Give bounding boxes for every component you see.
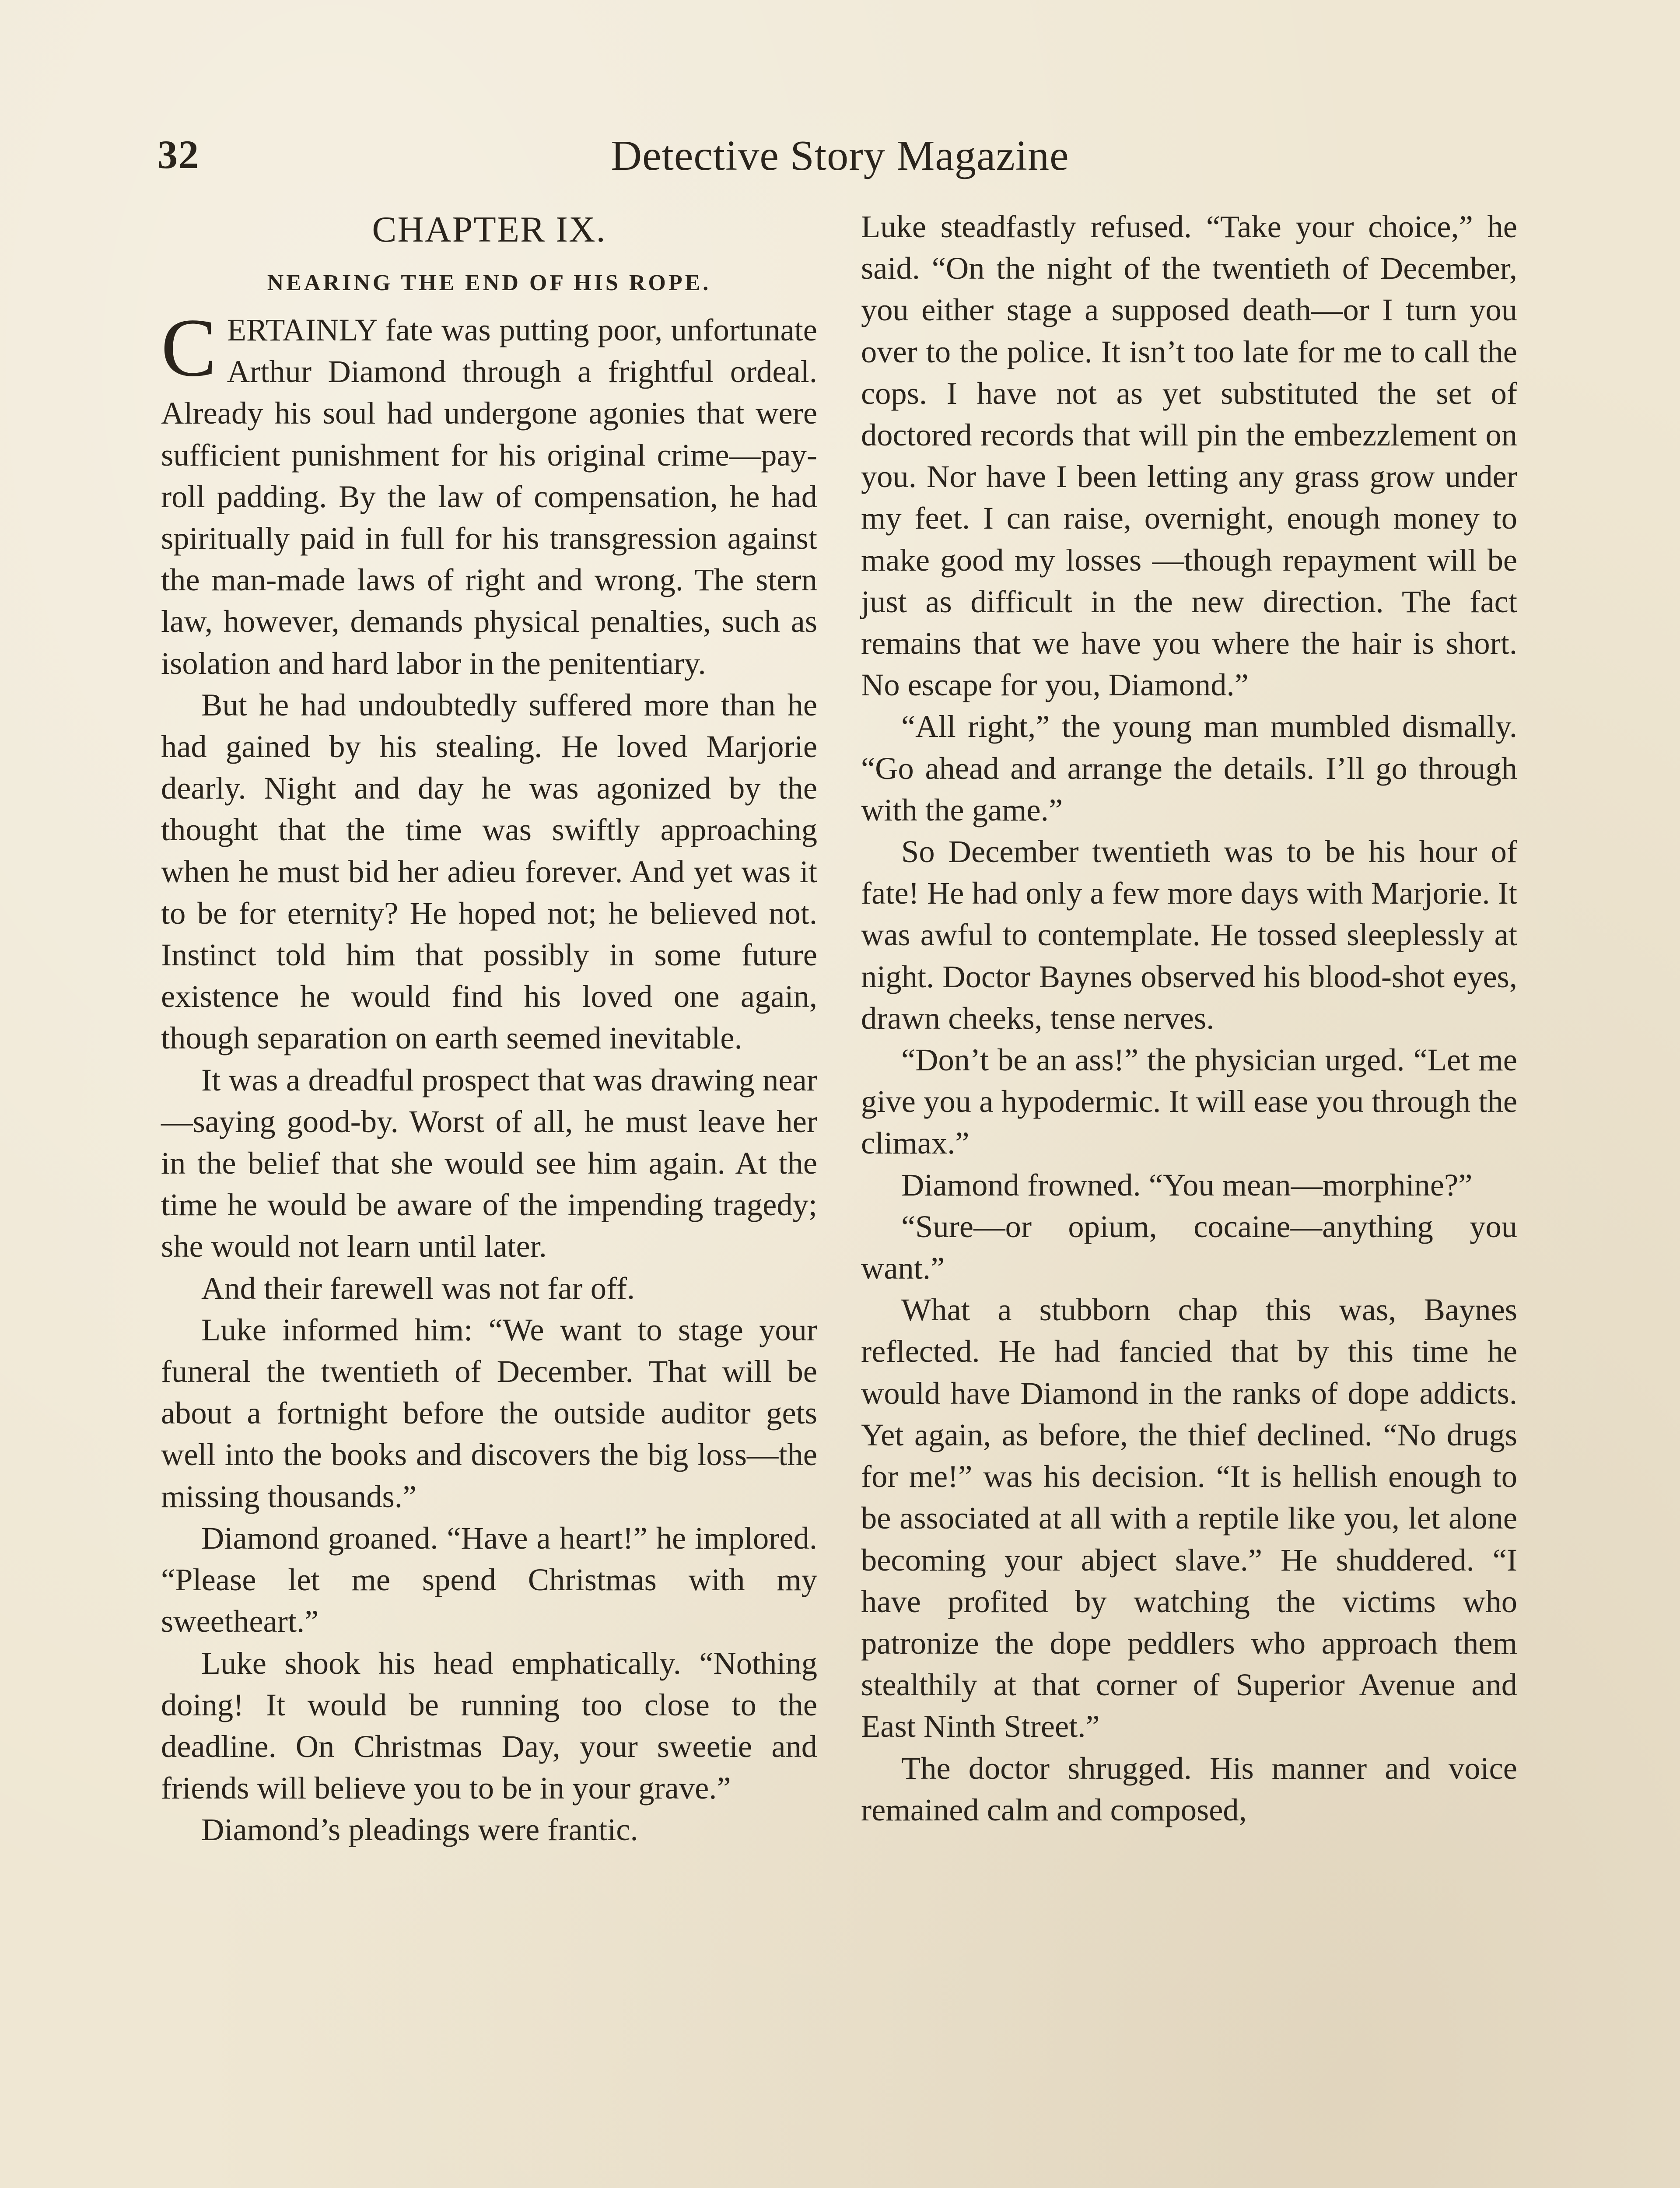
page-number: 32 — [158, 132, 200, 177]
running-title: Detective Story Magazine — [611, 132, 1069, 179]
page-header — [158, 123, 1522, 193]
drop-cap: C — [161, 302, 217, 394]
chapter-heading: CHAPTER IX. — [372, 209, 606, 250]
right-column — [861, 206, 1517, 1830]
paragraph: “Sure—or opium, cocaine—anything you want.” — [861, 1208, 1517, 1286]
paragraph: Luke informed him: “We want to stage your funeral the twentieth of December. That will be about a fortnight before the outside auditor gets well into the books and discovers the big loss—the missing thousands.” — [161, 1311, 817, 1514]
paragraph: And their farewell was not far off. — [201, 1270, 635, 1306]
paragraph: It was a dreadful prospect that was drawing near—saying good-by. Worst of all, he must leave her in the belief that she would see him again. At the time he would be aware of the impending tragedy; she would not learn until later. — [161, 1062, 817, 1264]
paragraph-text: ERTAINLY fate was putting poor, unfortunate Arthur Diamond through a frightful ordeal. Already his soul had undergone agonies that were sufficient punishment for his original crime—pay-roll padding. By the law of compensation, he had spiritually paid in full for his transgression against the man-made laws of right and wrong. The stern law, however, demands physical penalties, such as isolation and hard labor in the penitentiary. — [161, 312, 817, 681]
chapter-subtitle: NEARING THE END OF HIS ROPE. — [267, 270, 711, 295]
paragraph: Luke shook his head emphatically. “Nothing doing! It would be running too close to the deadline. On Christmas Day, your sweetie and friends will believe you to be in your grave.” — [161, 1645, 817, 1806]
paragraph: Diamond’s pleadings were frantic. — [201, 1812, 638, 1848]
paragraph: Luke steadfastly refused. “Take your choice,” he said. “On the night of the twentieth of December, you either stage a supposed death—or I turn you over to the police. It isn’t too late for me to call the cops. I have not as yet substituted the set of doctored records that will pin the embezzlement on you. Nor have I been letting any grass grow under my feet. I can raise, overnight, enough money to make good my losses —though repayment will be just as difficult in the new direction. The fact remains that we have you where the hair is short. No escape for you, Diamond.” — [861, 209, 1517, 703]
paragraph: So December twentieth was to be his hour of fate! He had only a few more days with Marjorie. It was awful to contemplate. He tossed sleeplessly at night. Doctor Baynes observed his blood-shot eyes, drawn cheeks, tense nerves. — [861, 834, 1517, 1036]
paragraph: What a stubborn chap this was, Baynes reflected. He had fancied that by this time he would have Diamond in the ranks of dope addicts. Yet again, as before, the thief declined. “No drugs for me!” was his decision. “It is hellish enough to be associated at all with a reptile like you, let alone becoming your abject slave.” He shuddered. “I have profited by watching the victims who patronize the dope peddlers who approach them stealthily at that corner of Superior Avenue and East Ninth Street.” — [861, 1292, 1517, 1744]
paragraph: “Don’t be an ass!” the physician urged. “Let me give you a hypodermic. It will ease you through the climax.” — [861, 1042, 1517, 1161]
paragraph: Diamond frowned. “You mean—morphine?” — [901, 1167, 1473, 1203]
paragraph — [161, 302, 817, 684]
paragraph: The doctor shrugged. His manner and voice remained calm and composed, — [861, 1750, 1517, 1827]
left-column — [161, 206, 817, 1851]
paragraph: But he had undoubtedly suffered more than he had gained by his stealing. He loved Marjorie dearly. Night and day he was agonized by the thought that the time was swiftly approaching when he must bid her adieu forever. And yet was it to be for eternity? He hoped not; he believed not. Instinct told him that possibly in some future existence he would find his loved one again, though separation on earth seemed inevitable. — [161, 687, 817, 1056]
paragraph: Diamond groaned. “Have a heart!” he implored. “Please let me spend Christmas with my sweetheart.” — [161, 1520, 817, 1639]
paragraph: “All right,” the young man mumbled dismally. “Go ahead and arrange the details. I’ll go through with the game.” — [861, 708, 1517, 828]
